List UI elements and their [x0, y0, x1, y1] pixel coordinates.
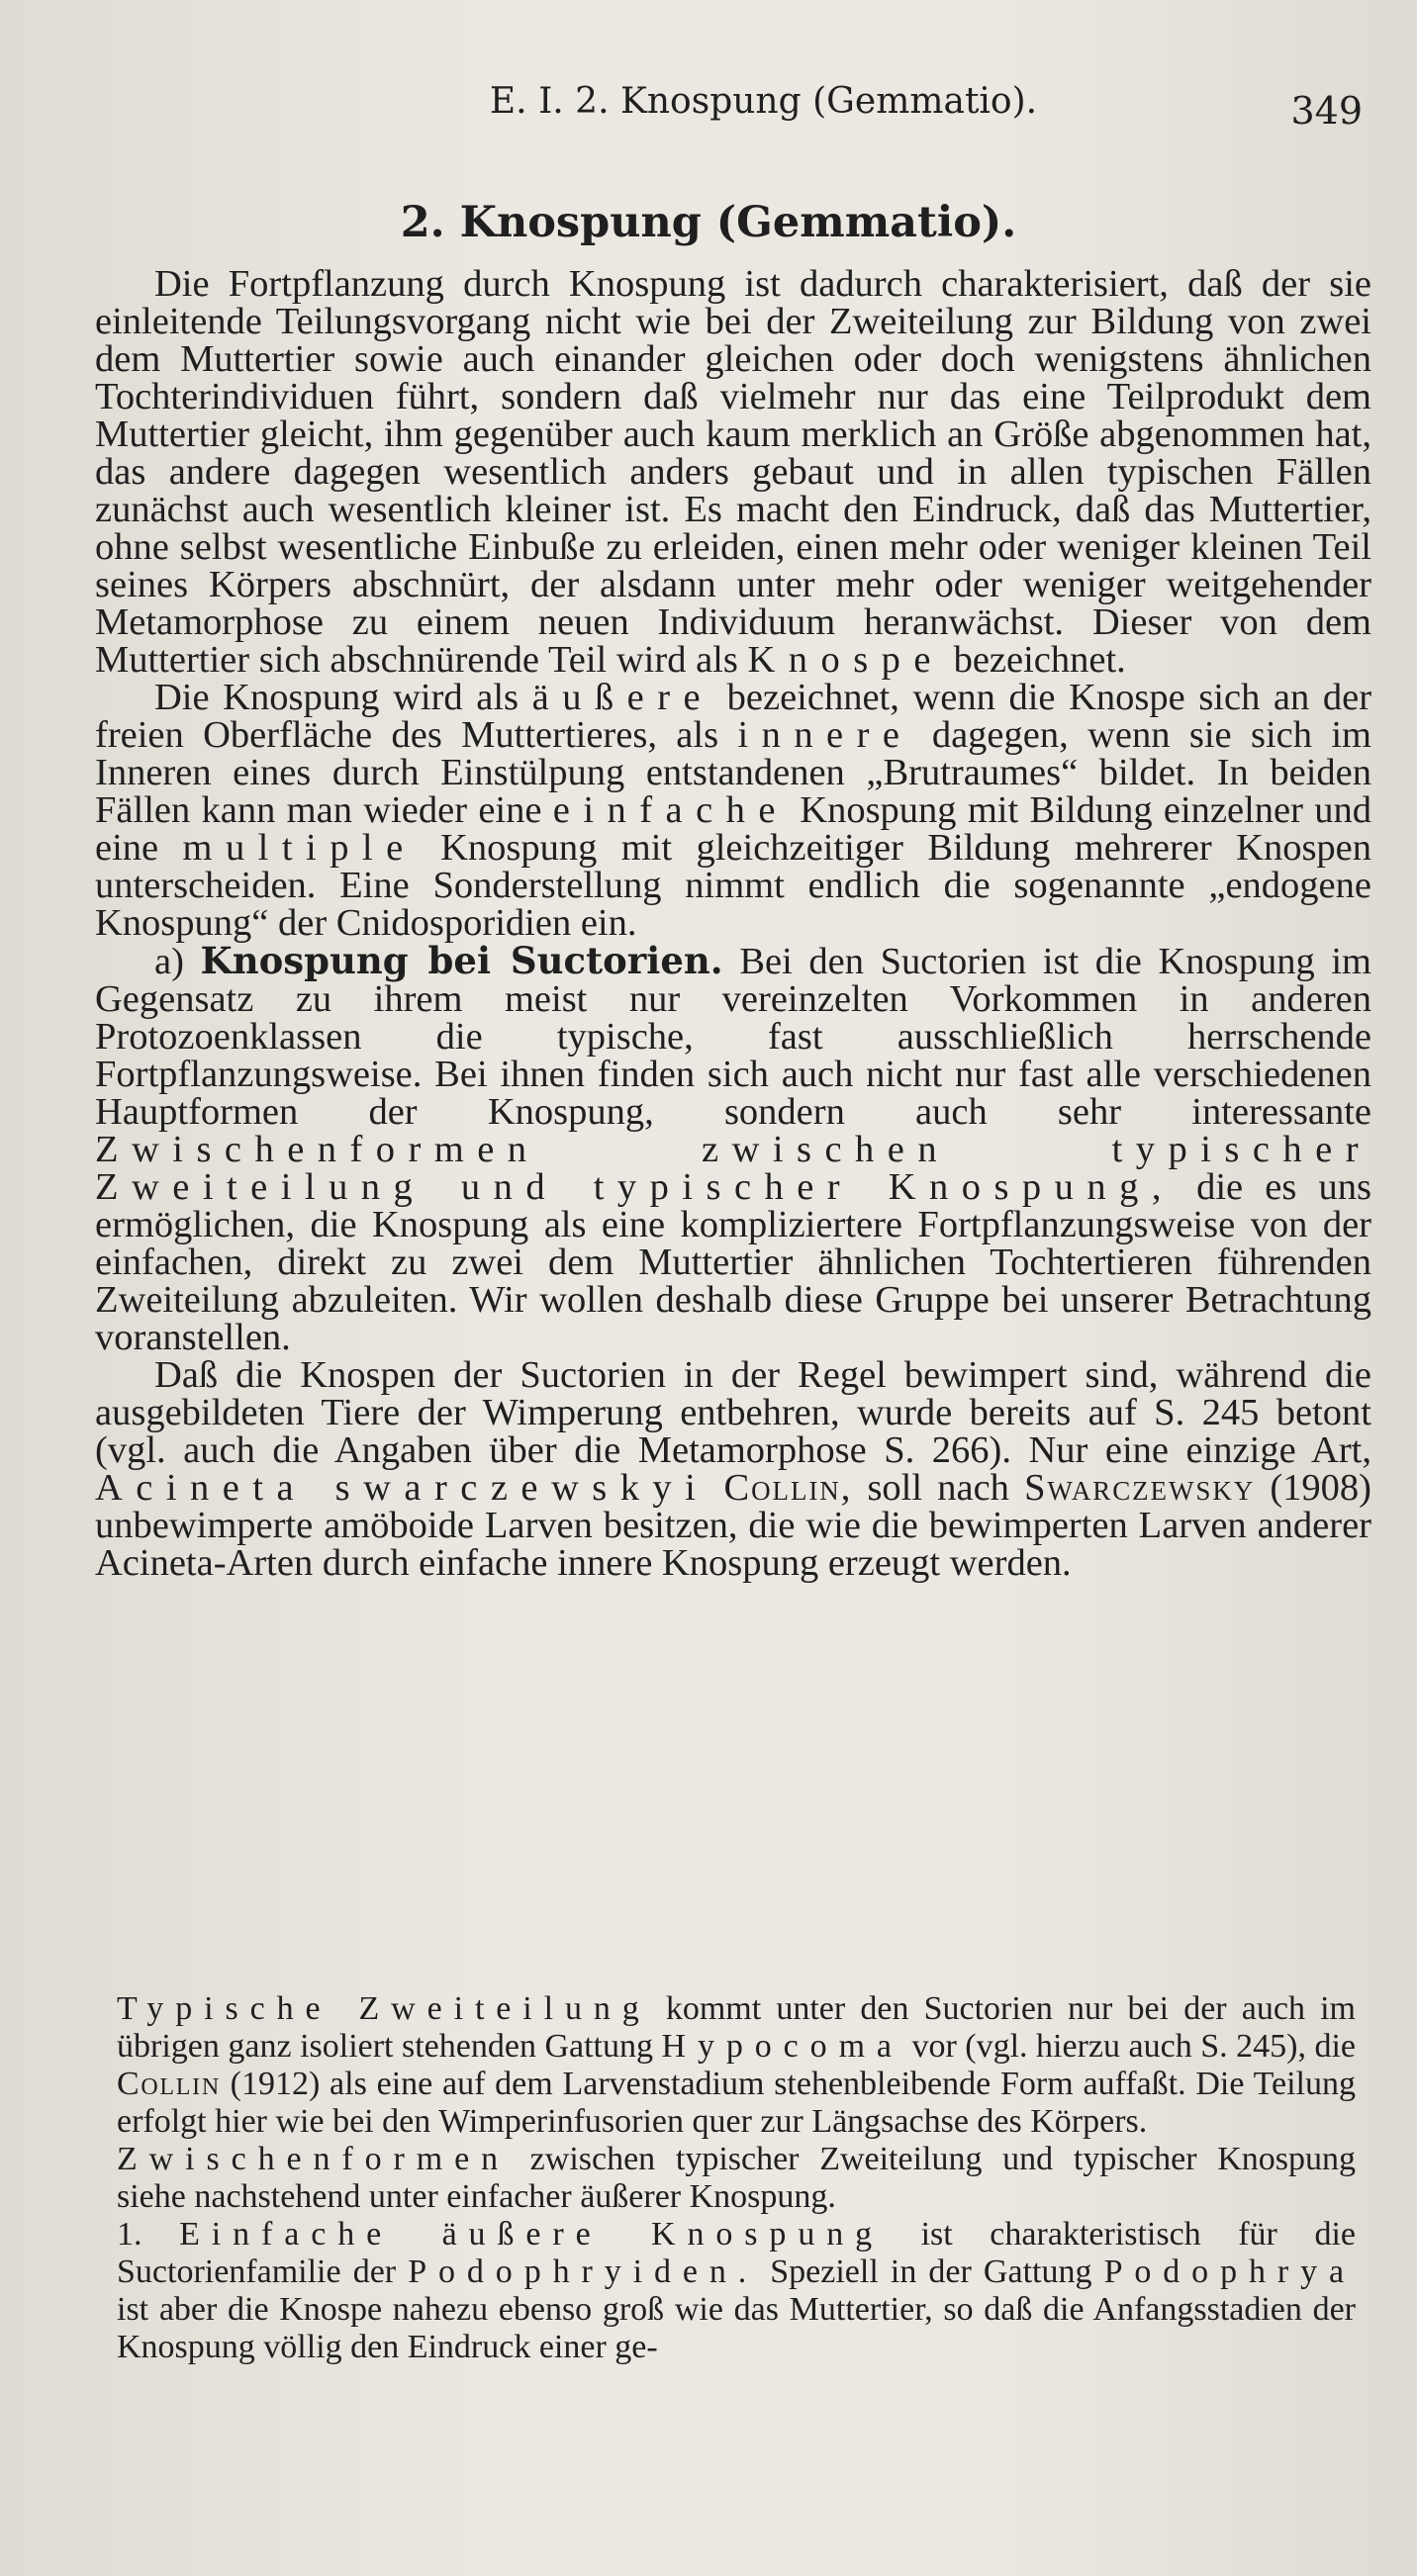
term-multiple: multiple — [182, 827, 417, 869]
subsection-heading: Knospung bei Suctorien. — [200, 939, 723, 982]
term-knospe: Knospe — [747, 639, 944, 681]
section-title: 2. Knospung (Gemmatio). — [400, 198, 1017, 247]
term-einfache: einfache — [552, 789, 789, 831]
paragraph-definition: Die Fortpflanzung durch Knospung ist dadurch charakterisiert, daß der sie einleitende Teilungsvorgang nicht wie bei der Zweiteilung zur Bildung von zwei dem Muttertier sowie auch einander gleichen oder doch wenigstens ähnlichen Tochterindividuen führt, sondern daß vielmehr nur das eine Teilprodukt dem Muttertier gleicht, ihm gegenüber auch kaum merklich an Größe abgenommen hat, das andere dagegen wesentlich anders gebaut und in allen typischen Fällen zunächst auch wesentlich kleiner ist. Es macht den Eindruck, daß das Muttertier, ohne selbst wesentliche Einbuße zu erleiden, einen mehr oder weniger kleinen Teil seines Körpers abschnürt, der alsdann unter mehr oder weniger weitgehender Metamorphose zu einem neuen Individuum heranwächst. Dieser von dem Muttertier sich abschnürende Teil wird als Knospe bezeichnet. — [95, 263, 1371, 681]
term-zwischenformen: Zwischenformen zwischen typischer Zweiteilung und typischer Knospung, — [95, 1129, 1371, 1208]
paragraph-bewimpert: Daß die Knospen der Suctorien in der Regel bewimpert sind, während die ausgebildeten Tiere der Wimperung entbehren, wurde bereits auf S. 245 betont (vgl. auch die Angaben über die Metamorphose S. 266). Nur eine einzige Art, Acineta swarczewskyi Collin, soll nach Swarczewsky (1908) unbewimperte amöboide Larven besitzen, die wie die bewimperten Larven anderer Acineta-Arten durch einfache innere Knospung erzeugt werden. — [95, 1354, 1371, 1584]
small-print-text — [117, 1990, 1356, 2366]
paragraph-types: Die Knospung wird als äußere bezeichnet, wenn die Knospe sich an der freien Oberfläche des Muttertieres, als innere dagegen, wenn sie sich im Inneren eines durch Einstülpung entstandenen „Brutraumes“ bildet. In beiden Fällen kann man wieder eine einfache Knospung mit Bildung einzelner und eine multiple Knospung mit gleichzeitiger Bildung mehrerer Knospen unterscheiden. Eine Sonderstellung nimmt endlich die sogenannte „endogene Knospung“ der Cnidosporidien ein. — [95, 677, 1372, 944]
term-podophrya: Podophrya — [1103, 2254, 1356, 2290]
running-head-title: E. I. 2. Knospung (Gemmatio). — [489, 81, 1038, 122]
term-hypocoma: Hypocoma — [661, 2028, 903, 2065]
author-collin: Collin, — [723, 1467, 853, 1509]
term-einfache-aeussere-knospung: Einfache äußere Knospung — [179, 2216, 885, 2253]
page-number: 349 — [1290, 89, 1363, 133]
small-paragraph-zwischenformen: Zwischenformen zwischen typischer Zweiteilung und typischer Knospung siehe nachstehend unter einfacher äußerer Knospung. — [117, 2141, 1356, 2215]
term-podophryiden: Podophryiden. — [408, 2254, 759, 2290]
term-innere: innere — [737, 714, 913, 756]
author-collin-2: Collin — [117, 2066, 221, 2102]
small-paragraph-einfache-knospung: 1. Einfache äußere Knospung ist charakteristisch für die Suctorienfamilie der Podophryiden. Speziell in der Gattung Podophrya ist aber die Knospe nahezu ebenso groß wie das Muttertier, so daß die Anfangsstadien der Knospung völlig den Eindruck einer ge- — [117, 2216, 1356, 2365]
author-swarczewsky: Swarczewsky — [1024, 1467, 1256, 1509]
small-paragraph-zweiteilung: Typische Zweiteilung kommt unter den Suctorien nur bei der auch im übrigen ganz isoliert stehenden Gattung Hypocoma vor (vgl. hierzu auch S. 245), die Collin (1912) als eine auf dem Larvenstadium stehenbleibende Form auffaßt. Die Teilung erfolgt hier wie bei den Wimperinfusorien quer zur Längsachse des Körpers. — [117, 1990, 1357, 2140]
main-text — [95, 265, 1371, 1582]
term-typische-zweiteilung: Typische Zweiteilung — [117, 1990, 651, 2027]
term-aeussere: äußere — [531, 677, 714, 718]
term-acineta: Acineta swarczewskyi — [95, 1467, 709, 1509]
paragraph-suctorien: a) Knospung bei Suctorien. Bei den Suctorien ist die Knospung im Gegensatz zu ihrem meist nur vereinzelten Vorkommen in anderen Protozoenklassen die typische, fast ausschließlich herrschende Fortpflanzungsweise. Bei ihnen finden sich auch nicht nur fast alle verschiedenen Hauptformen der Knospung, sondern auch sehr interessante Zwischenformen zwischen typischer Zweiteilung und typischer Knospung, die es uns ermöglichen, die Knospung als eine kompliziertere Fortpflanzungsweise von der einfachen, direkt zu zwei dem Muttertier ähnlichen Tochtertieren führenden Zweiteilung abzuleiten. Wir wollen deshalb diese Gruppe bei unserer Betrachtung voranstellen. — [95, 939, 1371, 1358]
term-zwischenformen-2: Zwischenformen — [117, 2141, 510, 2177]
